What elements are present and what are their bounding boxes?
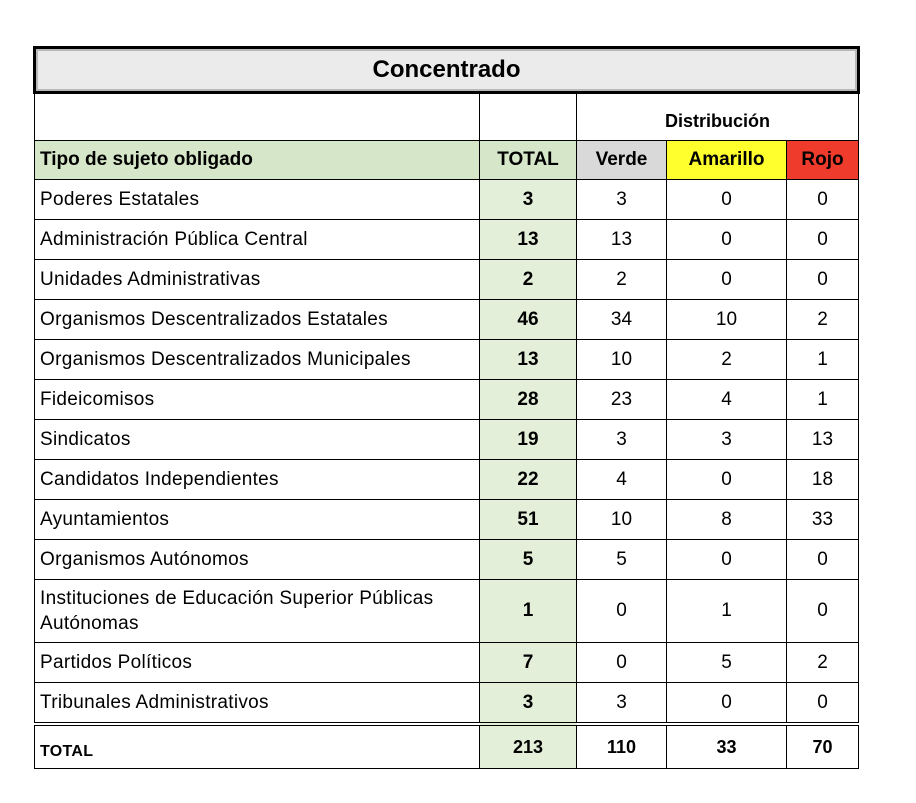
row-total: 7: [480, 643, 577, 683]
row-verde: 0: [577, 580, 667, 643]
header-row: [35, 141, 859, 180]
table-row: [35, 380, 859, 420]
row-total: 3: [480, 683, 577, 725]
table-row: [35, 420, 859, 460]
row-total: 13: [480, 220, 577, 260]
row-amarillo: 0: [667, 260, 787, 300]
row-rojo: 0: [787, 180, 859, 220]
row-rojo: 1: [787, 380, 859, 420]
empty-cell: [35, 93, 480, 141]
row-verde: 5: [577, 540, 667, 580]
header-type: Tipo de sujeto obligado: [35, 141, 480, 180]
header-total: TOTAL: [480, 141, 577, 180]
header-verde: Verde: [577, 141, 667, 180]
footer-label: TOTAL: [35, 724, 480, 769]
row-verde: 10: [577, 340, 667, 380]
row-rojo: 0: [787, 220, 859, 260]
empty-cell: [480, 93, 577, 141]
distribution-label: Distribución: [577, 93, 859, 141]
row-amarillo: 5: [667, 643, 787, 683]
row-amarillo: 0: [667, 540, 787, 580]
row-rojo: 18: [787, 460, 859, 500]
row-name: Partidos Políticos: [35, 643, 480, 683]
row-rojo: 33: [787, 500, 859, 540]
row-name: Candidatos Independientes: [35, 460, 480, 500]
table-row: [35, 460, 859, 500]
table-row: [35, 220, 859, 260]
row-total: 3: [480, 180, 577, 220]
row-amarillo: 10: [667, 300, 787, 340]
row-name: Tribunales Administrativos: [35, 683, 480, 725]
row-rojo: 0: [787, 540, 859, 580]
table-row: [35, 300, 859, 340]
row-verde: 4: [577, 460, 667, 500]
row-verde: 23: [577, 380, 667, 420]
row-name: Ayuntamientos: [35, 500, 480, 540]
table-row: [35, 540, 859, 580]
concentrado-table-container: [33, 46, 857, 769]
row-amarillo: 8: [667, 500, 787, 540]
row-verde: 3: [577, 180, 667, 220]
footer-rojo: 70: [787, 724, 859, 769]
row-verde: 13: [577, 220, 667, 260]
row-name: Organismos Descentralizados Municipales: [35, 340, 480, 380]
row-rojo: 1: [787, 340, 859, 380]
row-total: 5: [480, 540, 577, 580]
row-amarillo: 3: [667, 420, 787, 460]
row-rojo: 2: [787, 643, 859, 683]
row-amarillo: 1: [667, 580, 787, 643]
row-amarillo: 2: [667, 340, 787, 380]
row-name: Organismos Descentralizados Estatales: [35, 300, 480, 340]
row-rojo: 13: [787, 420, 859, 460]
row-amarillo: 0: [667, 683, 787, 725]
table-row: [35, 340, 859, 380]
row-total: 22: [480, 460, 577, 500]
row-amarillo: 0: [667, 180, 787, 220]
row-name: Administración Pública Central: [35, 220, 480, 260]
row-amarillo: 0: [667, 220, 787, 260]
table-row: [35, 683, 859, 725]
table-row: [35, 260, 859, 300]
footer-total: 213: [480, 724, 577, 769]
row-name: Organismos Autónomos: [35, 540, 480, 580]
row-rojo: 0: [787, 683, 859, 725]
row-verde: 3: [577, 420, 667, 460]
row-total: 51: [480, 500, 577, 540]
concentrado-table: [33, 46, 860, 769]
row-rojo: 2: [787, 300, 859, 340]
table-row: [35, 643, 859, 683]
header-rojo: Rojo: [787, 141, 859, 180]
row-name: Instituciones de Educación Superior Públicas Autónomas: [35, 580, 480, 643]
distribution-row: [35, 93, 859, 141]
row-verde: 3: [577, 683, 667, 725]
row-total: 28: [480, 380, 577, 420]
table-row: [35, 180, 859, 220]
row-verde: 2: [577, 260, 667, 300]
row-amarillo: 4: [667, 380, 787, 420]
table-title: Concentrado: [35, 48, 859, 93]
row-rojo: 0: [787, 580, 859, 643]
row-total: 19: [480, 420, 577, 460]
row-total: 13: [480, 340, 577, 380]
row-verde: 0: [577, 643, 667, 683]
row-total: 1: [480, 580, 577, 643]
footer-verde: 110: [577, 724, 667, 769]
row-total: 46: [480, 300, 577, 340]
row-name: Unidades Administrativas: [35, 260, 480, 300]
table-row: [35, 580, 859, 643]
row-name: Sindicatos: [35, 420, 480, 460]
row-verde: 10: [577, 500, 667, 540]
title-row: [35, 48, 859, 93]
row-name: Fideicomisos: [35, 380, 480, 420]
row-amarillo: 0: [667, 460, 787, 500]
row-name: Poderes Estatales: [35, 180, 480, 220]
header-amarillo: Amarillo: [667, 141, 787, 180]
totals-row: [35, 724, 859, 769]
row-rojo: 0: [787, 260, 859, 300]
table-row: [35, 500, 859, 540]
footer-amarillo: 33: [667, 724, 787, 769]
row-total: 2: [480, 260, 577, 300]
row-verde: 34: [577, 300, 667, 340]
